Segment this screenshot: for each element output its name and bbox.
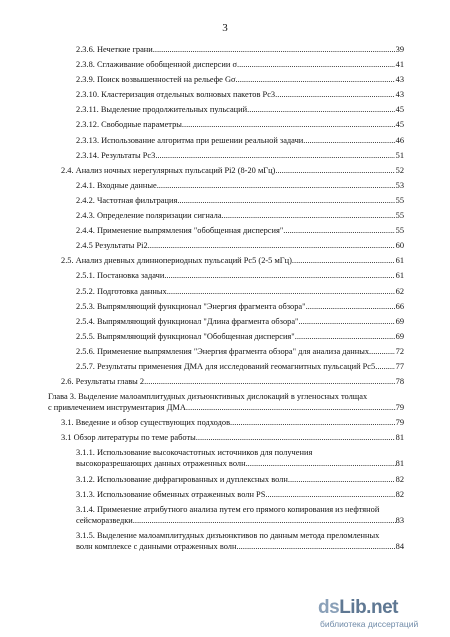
toc-entry[interactable] — [48, 44, 404, 55]
toc-entry-title: 2.6. Результаты главы 2 — [61, 377, 145, 387]
toc-page-number: 46 — [395, 135, 404, 145]
toc-entry[interactable] — [48, 119, 404, 130]
toc-page-number: 66 — [395, 301, 404, 311]
toc-entry[interactable] — [48, 316, 404, 327]
toc-entry-title: 2.3.6. Нечеткие грани — [76, 45, 153, 54]
toc-page-number: 52 — [395, 165, 404, 175]
toc-entry-title: 2.3.12. Свободные параметры — [76, 120, 182, 130]
toc-entry[interactable] — [48, 447, 404, 469]
dot-leader — [148, 240, 395, 251]
toc-entry-title: 2.4.5 Результаты Pi2 — [76, 241, 148, 251]
toc-page-number: 51 — [395, 150, 404, 160]
toc-entry-title: 2.5.1. Постановка задачи — [76, 271, 165, 281]
toc-entry-line: Глава 3. Выделение малоамплитудных дизъюнктивных дислокаций в угленосных толщах — [48, 392, 368, 402]
toc-entry[interactable] — [48, 331, 404, 342]
toc-page-number: 45 — [395, 105, 404, 115]
dot-leader — [133, 515, 396, 526]
toc-page-number: 55 — [395, 195, 404, 205]
dot-leader — [275, 89, 395, 100]
toc-chapter-entry[interactable] — [48, 391, 404, 413]
toc-page-number: 41 — [395, 60, 404, 70]
toc-page-number: 43 — [395, 75, 404, 85]
dot-leader — [292, 255, 395, 266]
dot-leader — [230, 417, 395, 428]
dot-leader — [288, 474, 395, 485]
dot-leader — [196, 432, 395, 443]
dot-leader — [247, 104, 394, 115]
toc-entry-title: 3.1 Обзор литературы по теме работы — [61, 433, 196, 443]
toc-entry-title: 2.3.11. Выделение продолжительных пульсаций — [76, 105, 248, 115]
toc-page-number: 82 — [395, 489, 404, 499]
toc-entry-title: 3.1.3. Использование обменных отраженных волн PS — [76, 489, 266, 499]
toc-entry-title: 2.5.3. Выпрямляющий функционал "Энергия фрагмента обзора" — [76, 301, 306, 311]
dot-leader — [144, 376, 395, 387]
toc-page-number: 81 — [395, 433, 404, 443]
toc-entry-title: 2.3.14. Результаты Pc3 — [76, 150, 156, 160]
toc-entry-title: 3.1. Введение и обзор существующих подходов — [61, 418, 231, 428]
toc-entry-title: 2.4.4. Применение выпрямления "обобщенная дисперсия" — [76, 226, 284, 236]
toc-entry[interactable] — [48, 240, 404, 251]
toc-entry-line: с привлечением инструментария ДМА — [48, 403, 186, 413]
toc-entry[interactable] — [48, 225, 404, 236]
toc-entry-line: 3.1.4. Применение атрибутного анализа путем его прямого копирования из нефтяной — [76, 504, 380, 514]
toc-page-number: 61 — [395, 256, 404, 266]
toc-entry-title: 2.3.9. Поиск возвышенностей на рельефе Gσ — [76, 75, 236, 85]
toc-entry[interactable] — [48, 195, 404, 206]
toc-entry-line: волн комплексе с данными отраженных волн — [76, 541, 237, 551]
toc-entry[interactable] — [48, 104, 404, 115]
toc-entry[interactable] — [48, 504, 404, 526]
toc-entry[interactable] — [48, 530, 404, 552]
toc-entry-title: 3.1.2. Использование дифрагированных и дуплексных волн — [76, 474, 288, 484]
dot-leader — [155, 150, 394, 161]
dot-leader — [306, 301, 395, 312]
dot-leader — [186, 402, 396, 413]
dot-leader — [265, 489, 394, 500]
toc-entry-title: 2.5.6. Применение выпрямления "Энергия фрагмента обзора" для анализа данных — [76, 346, 370, 356]
toc-section-entry[interactable] — [48, 376, 404, 387]
toc-entry-title: 2.3.13. Использование алгоритма при решении реальной задачи — [76, 135, 304, 145]
toc-section-entry[interactable] — [48, 417, 404, 428]
toc-entry[interactable] — [48, 210, 404, 221]
toc-page-number: 83 — [395, 515, 404, 525]
toc-page-number: 45 — [395, 120, 404, 130]
toc-entry-title: 2.5. Анализ дневных длиннопериодных пульсаций Pc5 (2-5 мГц) — [61, 256, 292, 266]
toc-entry[interactable] — [48, 474, 404, 485]
toc-entry[interactable] — [48, 89, 404, 100]
toc-entry-title: 2.5.5. Выпрямляющий функционал "Обобщенная дисперсия" — [76, 331, 295, 341]
dslib-watermark — [318, 597, 438, 631]
dot-leader — [295, 331, 395, 342]
toc-page-number: 82 — [395, 474, 404, 484]
watermark-subtitle: библиотека диссертаций — [320, 619, 419, 629]
toc-page-number: 78 — [395, 377, 404, 387]
toc-entry-title: 2.4.2. Частотная фильтрация — [76, 195, 178, 205]
dot-leader — [153, 44, 395, 55]
toc-entry[interactable] — [48, 286, 404, 297]
toc-entry[interactable] — [48, 180, 404, 191]
toc-entry-line: 3.1.5. Выделение малоамплитудных дизъюнктивов по данным метода преломленных — [76, 530, 380, 540]
dot-leader — [167, 286, 395, 297]
dot-leader — [177, 195, 394, 206]
toc-entry-title: 2.5.7. Результаты применения ДМА для исследований геомагнитных пульсаций Pc5 — [76, 361, 376, 371]
dot-leader — [157, 180, 395, 191]
toc-entry-line: высокоразрешающих данных отраженных волн — [76, 459, 246, 469]
toc-entry-title: 2.3.8. Сглаживание обобщенной дисперсии σ — [76, 60, 237, 70]
dot-leader — [236, 74, 395, 85]
toc-page-number: 55 — [395, 226, 404, 236]
page-number: 3 — [222, 22, 228, 34]
dot-leader — [298, 316, 394, 327]
toc-entry[interactable] — [48, 270, 404, 281]
toc-entry-title: 2.4. Анализ ночных нерегулярных пульсаций Pi2 (8-20 мГц) — [61, 165, 276, 175]
toc-entry-title: 2.5.2. Подготовка данных — [76, 286, 167, 296]
toc-page-number: 39 — [395, 45, 404, 54]
toc-section-entry[interactable] — [48, 432, 404, 443]
toc-page-number: 79 — [395, 418, 404, 428]
toc-page-number: 84 — [395, 541, 404, 551]
toc-page-number: 55 — [395, 211, 404, 221]
toc-entry[interactable] — [48, 301, 404, 312]
dot-leader — [246, 458, 396, 469]
dot-leader — [237, 59, 395, 70]
dot-leader — [164, 270, 394, 281]
toc-page-number: 77 — [395, 361, 404, 371]
dot-leader — [283, 225, 394, 236]
toc-page-number: 69 — [395, 331, 404, 341]
toc-entry-title: 2.5.4. Выпрямляющий функционал "Длина фрагмента обзора" — [76, 316, 299, 326]
dot-leader — [275, 165, 394, 176]
toc-section-entry[interactable] — [48, 165, 404, 176]
table-of-contents — [48, 44, 404, 556]
toc-entry-title: 2.3.10. Кластеризация отдельных волновых пакетов Pc3 — [76, 90, 276, 100]
dot-leader — [236, 541, 395, 552]
toc-entry[interactable] — [48, 489, 404, 500]
dot-leader — [222, 210, 395, 221]
toc-page-number: 69 — [395, 316, 404, 326]
dslib-logo: dsLib.net — [318, 597, 398, 618]
toc-entry-title: 2.4.1. Входные данные — [76, 180, 157, 190]
toc-page-number: 62 — [395, 286, 404, 296]
toc-page-number: 81 — [395, 459, 404, 469]
toc-entry[interactable] — [48, 346, 404, 357]
toc-page-number: 61 — [395, 271, 404, 281]
toc-entry[interactable] — [48, 135, 404, 146]
toc-entry[interactable] — [48, 59, 404, 70]
toc-page-number: 60 — [395, 241, 404, 251]
dot-leader — [375, 361, 394, 372]
toc-entry-line: 3.1.1. Использование высокочастотных источников для получения — [76, 448, 313, 458]
toc-entry[interactable] — [48, 74, 404, 85]
toc-page-number: 79 — [395, 403, 404, 413]
toc-entry[interactable] — [48, 150, 404, 161]
toc-entry-line: сейсморазведки — [76, 515, 133, 525]
dot-leader — [303, 135, 394, 146]
dot-leader — [369, 346, 395, 357]
toc-section-entry[interactable] — [48, 255, 404, 266]
toc-page-number: 43 — [395, 90, 404, 100]
dot-leader — [182, 119, 395, 130]
toc-page-number: 53 — [395, 180, 404, 190]
toc-entry-title: 2.4.3. Определение поляризации сигнала — [76, 211, 222, 221]
toc-entry[interactable] — [48, 361, 404, 372]
toc-page-number: 72 — [395, 346, 404, 356]
